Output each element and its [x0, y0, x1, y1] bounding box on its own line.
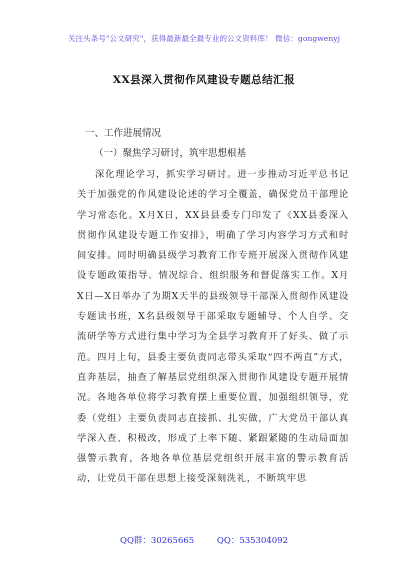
footer-qq: QQ：535304092 [216, 536, 288, 546]
section-heading: 一、工作进展情况 [85, 128, 162, 139]
subsection-heading: （一）聚焦学习研讨，筑牢思想根基 [94, 148, 247, 159]
header-banner: 关注头条号"公文研究"，获得最新最全最专业的公文资料库！ 微信：gongwenyj [67, 34, 341, 43]
footer [0, 534, 408, 546]
body-paragraph: 深化理论学习，抓实学习研讨。进一步推动习近平总书记关于加强党的作风建设论述的学习全覆盖，确保党员干部理论学习常态化。X月X日，XX县县委专门印发了《XX县委深入贯彻作风建设专题工作安排》，明确了学习内容学习方式和时间安排。同时明确县级学习教育工作专班开展深入贯彻作风建设专题政策指导、情况综合、组织服务和督促落实工作。X月X日—X日举办了为期X天半的县级领导干部深入贯彻作风建设专题读书班，X名县级领导干部采取专题辅导、个人自学、交流研学等方式进行集中学习为全县学习教育开了好头、做了示范。四月上旬，县委主要负责同志带头采取“四不两直”方式，直奔基层，抽查了解基层党组织深入贯彻作风建设专题开展情况。各地各单位将学习教育摆上重要位置，加强组织领导，党委（党组）主要负责同志直接抓、扎实做，广大党员干部认真学深入查、积极改，形成了上率下随、紧跟紧随的生动局面加强警示教育，各地各单位基层党组织开展丰富的警示教育活动，让党员干部在思想上接受深刻洗礼，不断筑牢思 [77, 169, 349, 485]
document-title: XX县深入贯彻作风建设专题总结汇报 [112, 74, 296, 86]
footer-qq-group: QQ群：30265665 [119, 536, 195, 546]
